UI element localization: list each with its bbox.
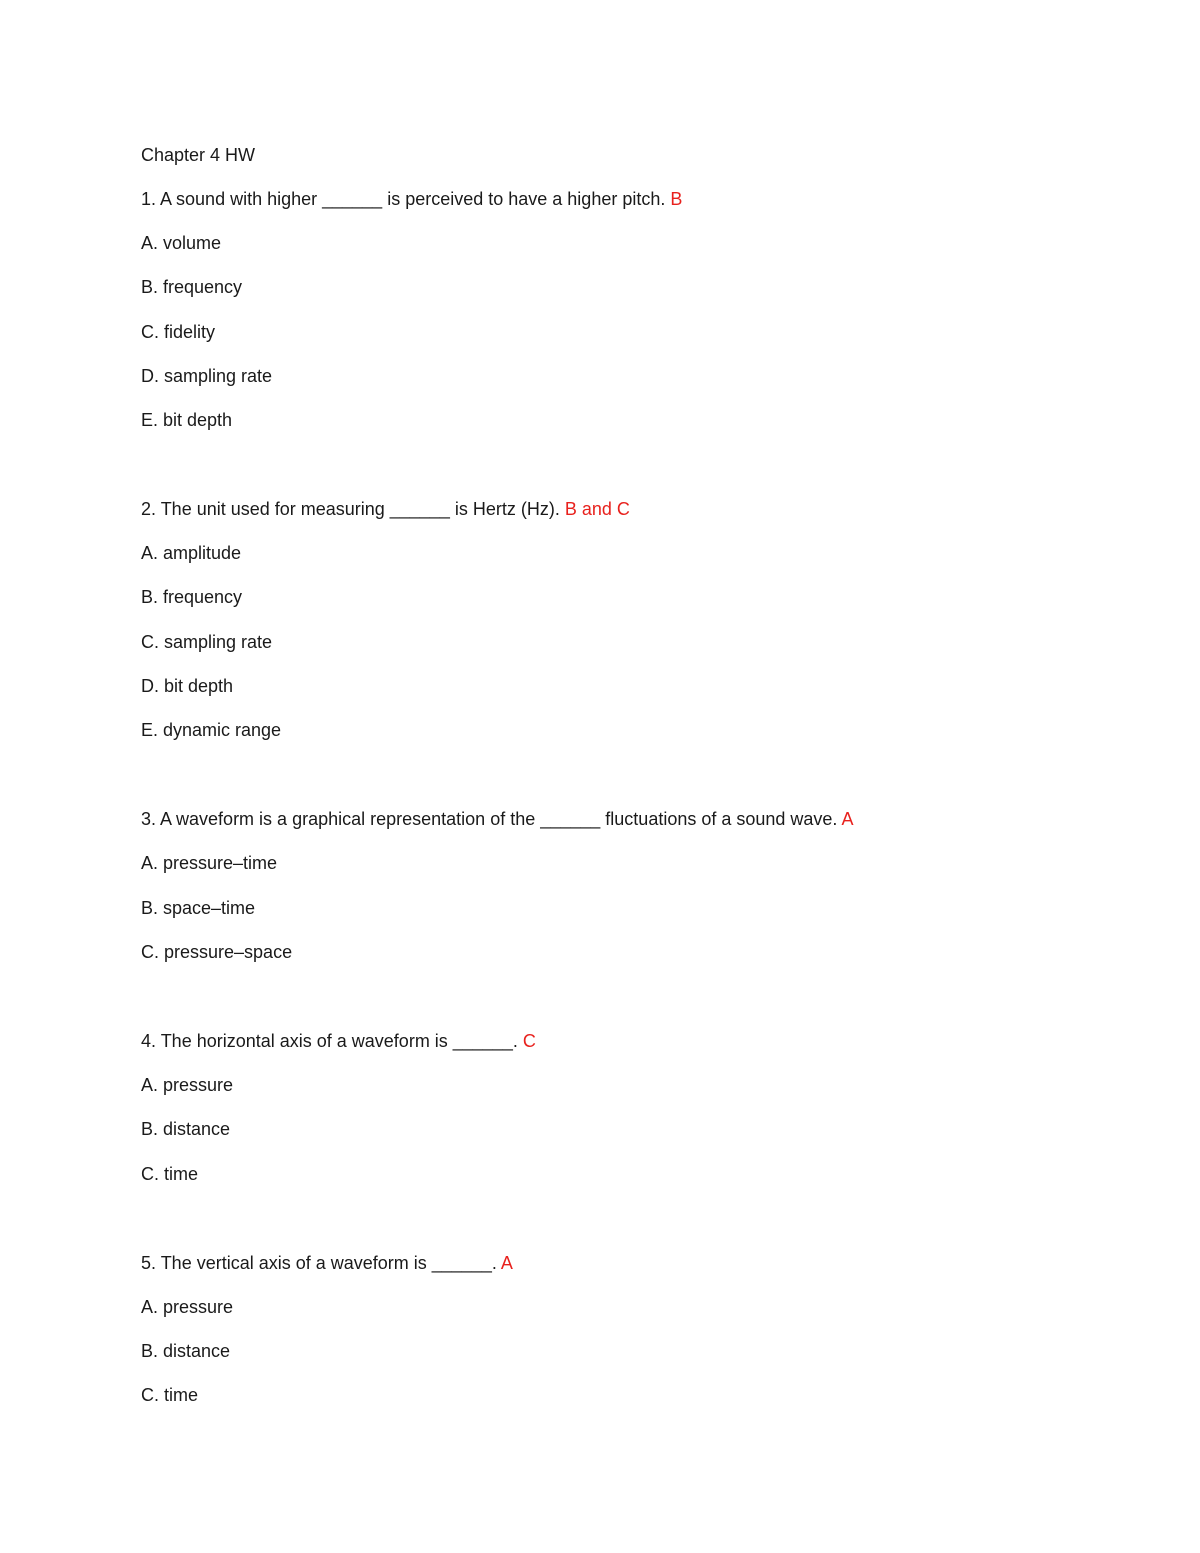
answer-key: B	[670, 189, 683, 209]
option-b: B. frequency	[141, 587, 243, 608]
question-text	[141, 497, 1101, 521]
question-5	[141, 1251, 1101, 1408]
document-title: Chapter 4 HW	[141, 145, 256, 165]
option-a: A. amplitude	[141, 543, 242, 564]
question-prompt: 4. The horizontal axis of a waveform is ______.	[141, 1030, 518, 1051]
question-4	[141, 1029, 1101, 1186]
answer-key: B and C	[564, 499, 630, 520]
option-d: D. bit depth	[141, 676, 234, 697]
option-c: C. pressure–space	[141, 941, 293, 962]
question-prompt: 5. The vertical axis of a waveform is ______.	[141, 1252, 497, 1273]
answer-key: C	[522, 1030, 536, 1051]
question-3	[141, 807, 1101, 964]
option-b: B. frequency	[141, 277, 243, 298]
question-text	[141, 1029, 1101, 1053]
option-e: E. bit depth	[141, 410, 233, 431]
option-a: A. volume	[141, 233, 222, 253]
option-c: C. fidelity	[141, 321, 216, 342]
option-b: B. distance	[141, 1119, 231, 1140]
option-a: A. pressure	[141, 1296, 234, 1317]
option-c: C. time	[141, 1163, 199, 1184]
question-text	[141, 1251, 1101, 1275]
option-c: C. sampling rate	[141, 631, 273, 652]
question-1	[141, 187, 1101, 432]
document-page	[141, 143, 1101, 1472]
option-e: E. dynamic range	[141, 720, 282, 741]
option-a: A. pressure	[141, 1074, 234, 1095]
option-a: A. pressure–time	[141, 853, 278, 874]
option-b: B. distance	[141, 1340, 231, 1361]
option-b: B. space–time	[141, 897, 256, 918]
question-2	[141, 497, 1101, 742]
question-prompt: 3. A waveform is a graphical representation of the ______ fluctuations of a sound wave.	[141, 809, 838, 830]
question-prompt: 2. The unit used for measuring ______ is Hertz (Hz).	[141, 499, 560, 520]
question-text	[141, 807, 1101, 831]
option-d: D. sampling rate	[141, 365, 273, 386]
question-prompt: 1. A sound with higher ______ is perceived to have a higher pitch.	[141, 189, 666, 209]
option-c: C. time	[141, 1385, 199, 1406]
answer-key: A	[500, 1252, 513, 1273]
answer-key: A	[841, 809, 854, 830]
question-text	[141, 187, 1101, 211]
